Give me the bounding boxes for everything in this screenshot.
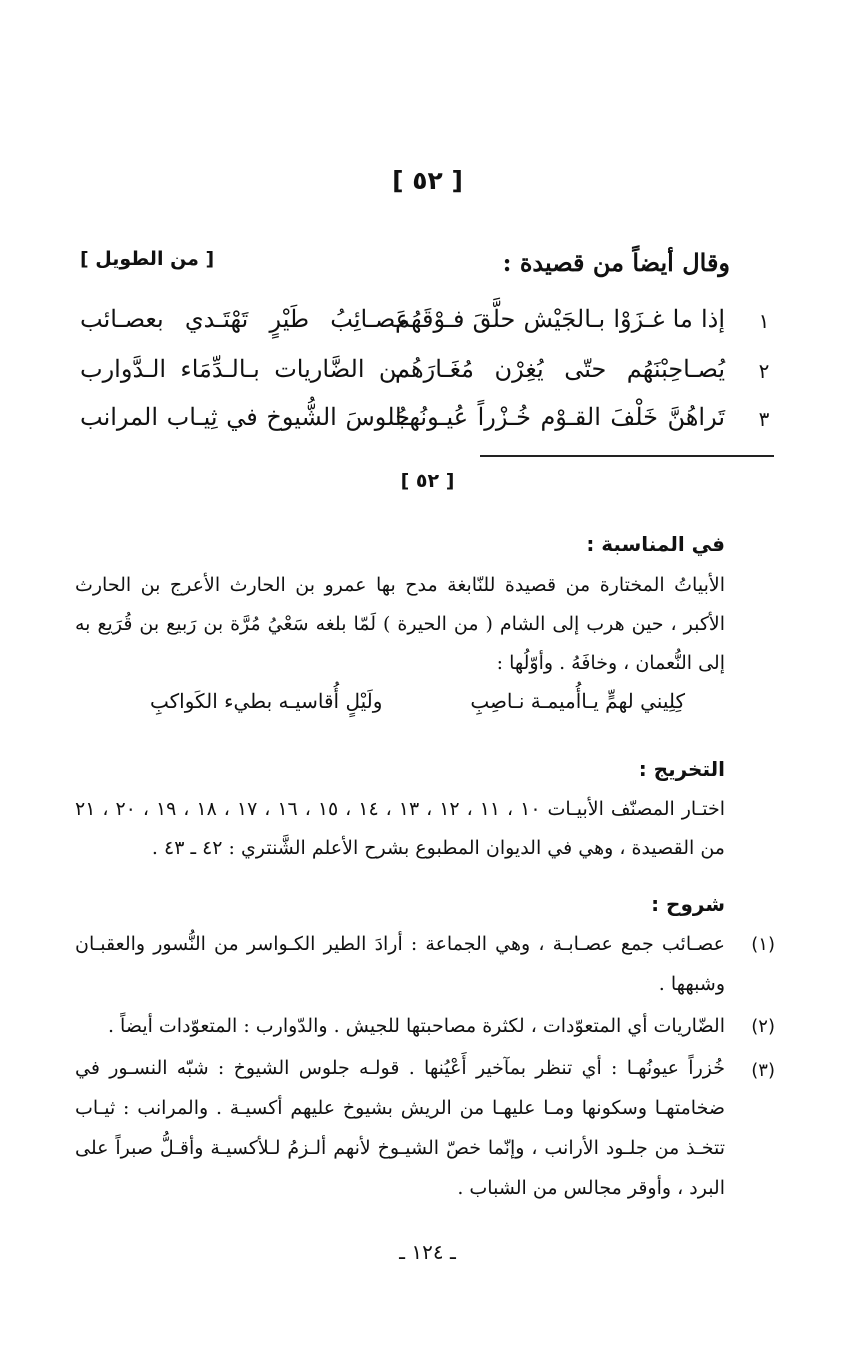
page-number: ـ ١٢٤ ـ <box>399 1240 456 1264</box>
note-number: (١) <box>751 934 775 955</box>
takhrij-heading: التخريج : <box>638 757 725 781</box>
takhrij-paragraph: اختـار المصنّف الأبيـات ١٠ ، ١١ ، ١٢ ، ١٣ ، ١٤ ، ١٥ ، ١٦ ، ١٧ ، ١٨ ، ١٩ ، ٢٠ ، ٢١ من القصيدة ، وهي في الديوان المطبوع بشرح الأعلم الشَّنتري : ٤٢ ـ ٤٣ . <box>75 798 726 859</box>
verse-row <box>70 403 775 447</box>
verse-number: ٣ <box>758 407 770 431</box>
verse-number: ١ <box>758 309 770 333</box>
note-number: (٢) <box>751 1016 775 1037</box>
intro-line: وقال أيضاً من قصيدة : <box>502 248 730 277</box>
verse-second-hemistich: من الضَّاريات بـالـدِّمَاء الـدَّوارب <box>80 355 410 383</box>
verse-row <box>70 305 775 349</box>
verse-row <box>70 355 775 399</box>
note-text: عصـائب جمع عصـابـة ، وهي الجماعة : أرادَ الطير الكـواسر من النُّسور والعقبـان وشبهها . <box>75 933 725 995</box>
meter-label: [ من الطويل ] <box>80 248 215 270</box>
verse-first-hemistich: يُصـاحِبْنَهُم حتّى يُغِرْن مُغَـارَهُم <box>395 355 725 383</box>
separator-rule <box>480 455 774 457</box>
occasion-paragraph: الأبياتُ المختارة من قصيدة للنّابغة مدح بها عمرو بن الحارث الأعرج بن الحارث الأكبر ، حين هرب إلى الشام ( من الحيرة ) لَمّا بلغه سَعْيُ مُرَّة بن رَبيع بن قُرَيع به إلى النُّعمان ، وخافَهُ . وأوّلُها : <box>75 574 725 674</box>
opening-second-hemistich: ولَيْلٍ أُقاسيـه بطيء الكَواكبِ <box>150 689 383 713</box>
note-text: خُزراً عيونُهـا : أي تنظر بمآخير أَعْيُنها . قولـه جلوس الشيوخ : شبّه النسـور في ضخامتهـا وسكونها ومـا عليهـا من الريش بشيوخ عليهم أكسيـة . والمرانب : ثيـاب تتخـذ من جلـود الأرانب ، وإنّما خصّ الشيـوخ لأنهم ألـزمُ لـلأكسيـة وأقـلُّ صبراً على البرد ، وأوقر مجالس من الشباب . <box>75 1057 725 1199</box>
note-number: (٣) <box>751 1060 775 1081</box>
notes-heading: شروح : <box>651 892 725 916</box>
verse-number: ٢ <box>758 359 770 383</box>
poem-number-small: [ ٥٢ ] <box>400 470 455 492</box>
poem-number-heading: [ ٥٢ ] <box>392 166 463 195</box>
occasion-heading: في المناسبة : <box>586 532 725 556</box>
opening-verse <box>140 689 715 729</box>
verse-first-hemistich: تَراهُنَّ خَلْفَ القـوْم خُـزْراً عُيـونُهـا <box>395 403 725 431</box>
opening-first-hemistich: كِلِيني لهمٍّ يـاأُميمـة نـاصِبِ <box>470 689 685 713</box>
verse-second-hemistich: جُلوسَ الشُّيوخ في ثِيـاب المرانب <box>80 403 410 431</box>
verse-second-hemistich: عَصـائِبُ طَيْرٍ تَهْتَـدي بعصـائب <box>80 305 410 333</box>
verse-first-hemistich: إذا ما غـزَوْا بـالجَيْش حلَّقَ فـوْقَهُم <box>395 305 725 333</box>
note-text: الضّاريات أي المتعوّدات ، لكثرة مصاحبتها للجيش . والدّوارب : المتعوّدات أيضاً . <box>107 1015 725 1037</box>
